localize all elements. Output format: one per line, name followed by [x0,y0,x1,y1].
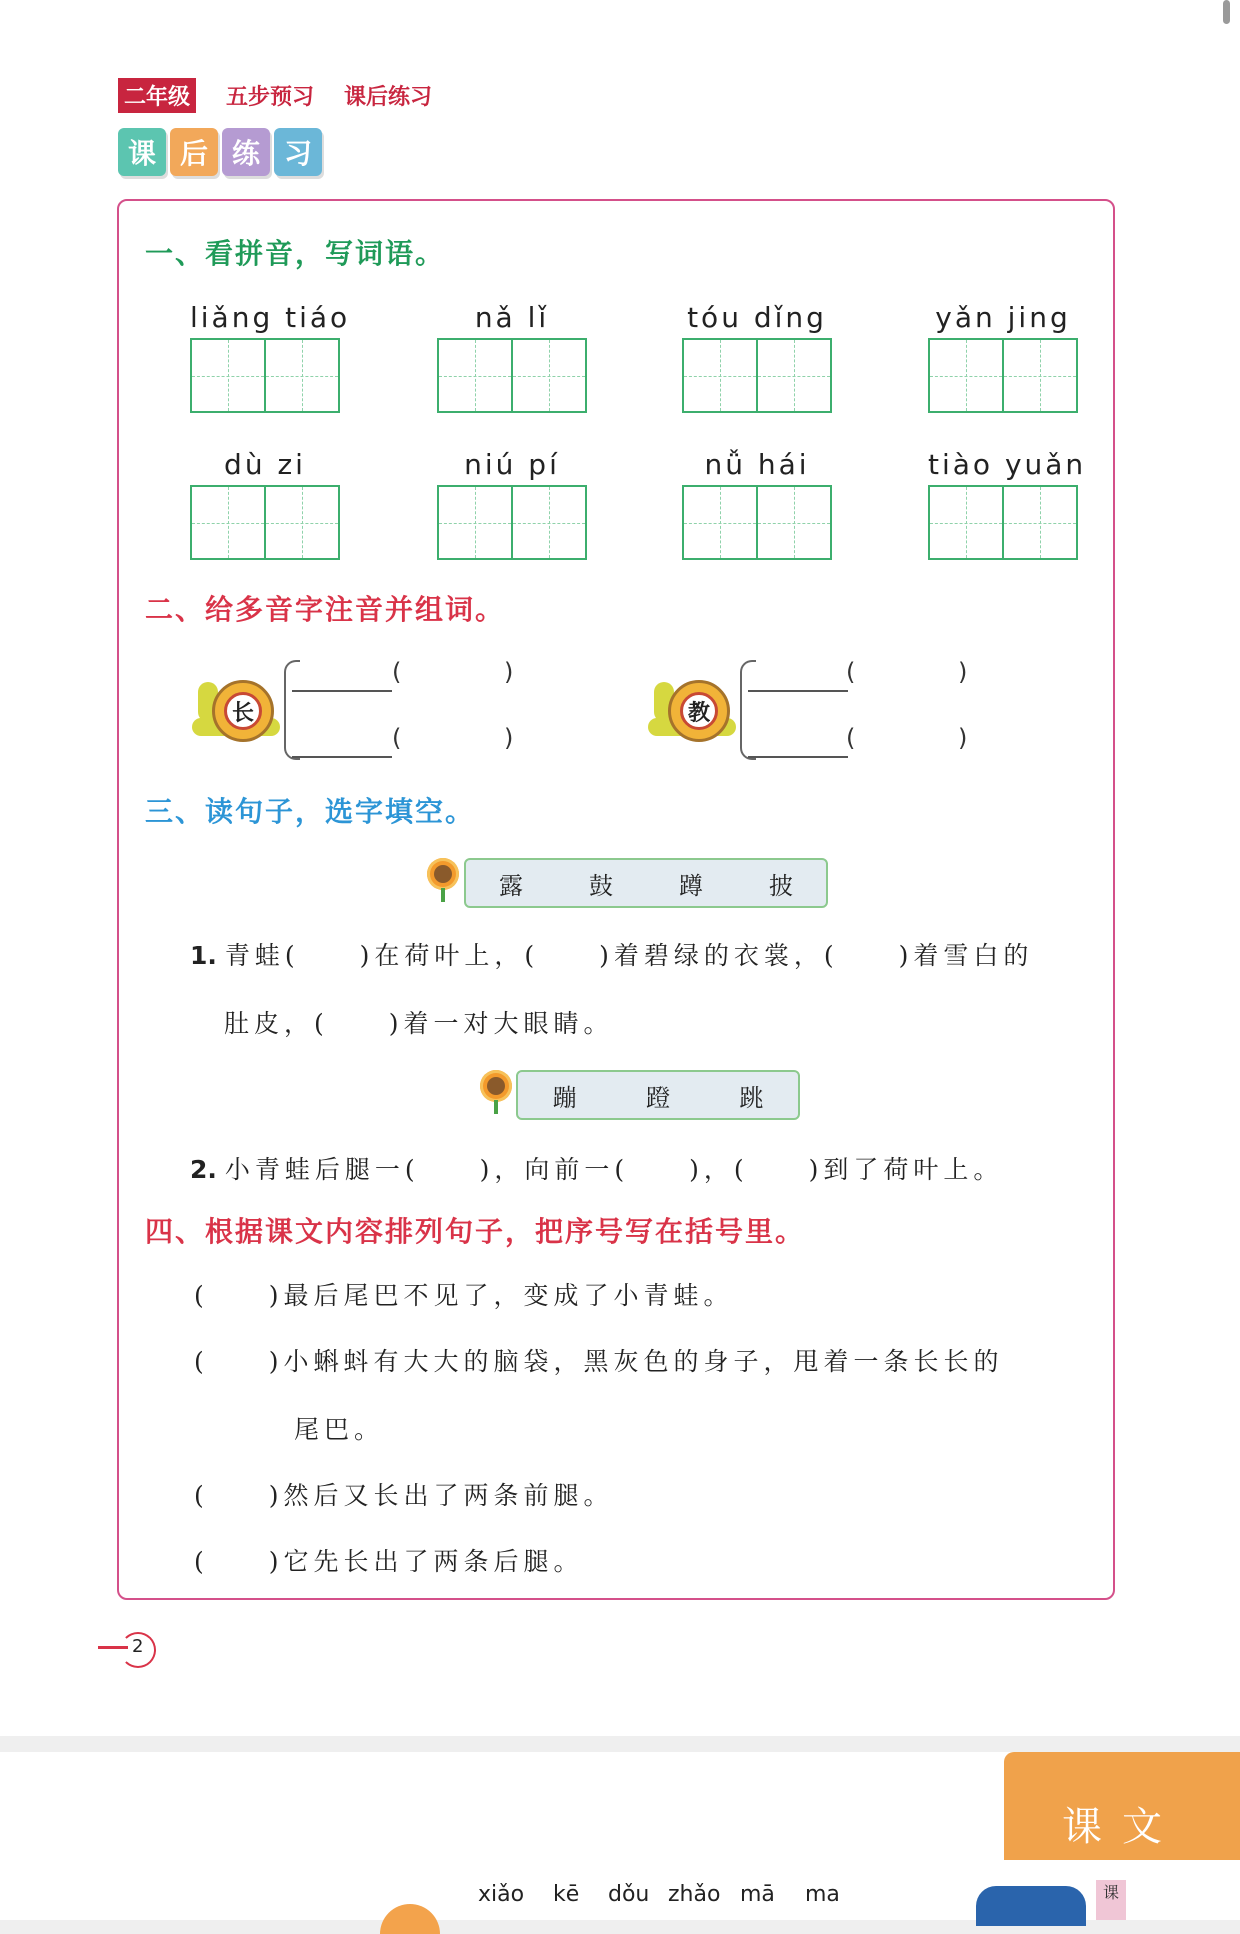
paren-open: ( [846,724,856,752]
order-item: ( )小蝌蚪有大大的脑袋，黑灰色的身子，甩着一条长长的 [194,1347,1004,1376]
choice-word: 蹬 [645,1083,670,1112]
polyphone-char: 教 [680,692,718,730]
snail-icon [648,670,738,750]
writing-grid[interactable] [190,485,340,560]
word-pinyin: tóu dǐng [687,301,827,334]
writing-grid[interactable] [682,338,832,413]
next-page-pinyin: kē [553,1882,580,1907]
word-pinyin: nǚ hái [704,448,810,481]
word-item [437,298,587,413]
pinyin-answer-line[interactable] [292,690,392,692]
sentence-number: 1. [190,941,217,970]
scrollbar-thumb[interactable] [1223,0,1230,24]
writing-grid[interactable] [682,485,832,560]
word-pinyin: dù zi [224,448,306,481]
word-pinyin: niú pí [464,448,560,481]
paren-close: ) [504,658,514,686]
pinyin-answer-line[interactable] [748,756,848,758]
sentence-1-line-2: 肚皮，( )着一对大眼睛。 [224,1009,614,1038]
paren-open: ( [846,658,856,686]
title-block: 习 [274,128,322,176]
word-item [682,298,832,413]
sentence-text: 青蛙( )在荷叶上，( )着碧绿的衣裳，( )着雪白的 [224,941,1034,970]
page-number-badge [98,1628,162,1668]
word-item [928,298,1078,413]
choice-word: 露 [499,871,523,900]
paren-open: ( [392,658,402,686]
paren-close: ) [504,724,514,752]
order-item: ( )然后又长出了两条前腿。 [194,1481,614,1510]
paren-close: ) [958,724,968,752]
brace [284,660,300,760]
section-label: 课后练习 [344,84,433,110]
word-item [682,445,832,560]
order-item: ( )它先长出了两条后腿。 [194,1547,584,1576]
choice-word: 跳 [739,1083,764,1112]
order-item: ( )最后尾巴不见了，变成了小青蛙。 [194,1281,734,1310]
section4-title: 四、根据课文内容排列句子，把序号写在括号里。 [145,1215,806,1248]
kewen-tab[interactable]: 课文 [1004,1752,1240,1860]
paren-open: ( [392,724,402,752]
brace [740,660,756,760]
choice-word: 蹲 [679,871,703,900]
grade-tag: 二年级 [118,78,196,113]
word-item [437,445,587,560]
writing-grid[interactable] [928,485,1078,560]
word-item [928,445,1087,560]
next-page-pinyin: xiǎo [478,1882,525,1907]
next-page-pinyin: dǒu [608,1882,650,1907]
writing-grid[interactable] [437,338,587,413]
polyphone-char: 长 [224,692,262,730]
sentence-text: 小青蛙后腿一( )，向前一( )，( )到了荷叶上。 [224,1155,1004,1184]
illustration-fragment [976,1886,1086,1926]
word-pinyin: nǎ lǐ [474,301,550,334]
writing-grid[interactable] [437,485,587,560]
section1-title: 一、看拼音，写词语。 [145,237,446,270]
pinyin-answer-line[interactable] [748,690,848,692]
flower-icon [478,1070,514,1114]
choice-word: 蹦 [552,1083,577,1112]
section2-title: 二、给多音字注音并组词。 [145,593,506,626]
choice-word: 鼓 [589,871,613,900]
pinyin-answer-line[interactable] [292,756,392,758]
word-choice-box [464,858,828,908]
word-pinyin: liǎng tiáo [190,301,351,334]
writing-grid[interactable] [190,338,340,413]
page-header [118,78,432,113]
title-block: 后 [170,128,218,176]
choice-word: 披 [769,871,793,900]
snail-icon [192,670,282,750]
mini-tab: 课 [1096,1880,1126,1920]
order-item-continuation: 尾巴。 [294,1415,385,1444]
word-item [190,445,340,560]
title-block: 课 [118,128,166,176]
next-page-pinyin: ma [805,1882,840,1907]
flower-icon [425,858,461,902]
word-item [190,298,351,413]
title-block: 练 [222,128,270,176]
word-pinyin: yǎn jing [935,301,1071,334]
next-page-pinyin: zhǎo [668,1882,721,1907]
sentence-number: 2. [190,1155,217,1184]
sentence-1-line-1 [190,936,1033,972]
section3-title: 三、读句子，选字填空。 [145,795,476,828]
series-label: 五步预习 [226,84,315,110]
word-choice-box [516,1070,800,1120]
title-blocks [118,128,322,176]
word-pinyin: tiào yuǎn [928,448,1087,481]
next-page-pinyin: mā [740,1882,775,1907]
page-number: 2 [132,1636,144,1657]
sentence-2 [190,1150,1003,1186]
paren-close: ) [958,658,968,686]
writing-grid[interactable] [928,338,1078,413]
